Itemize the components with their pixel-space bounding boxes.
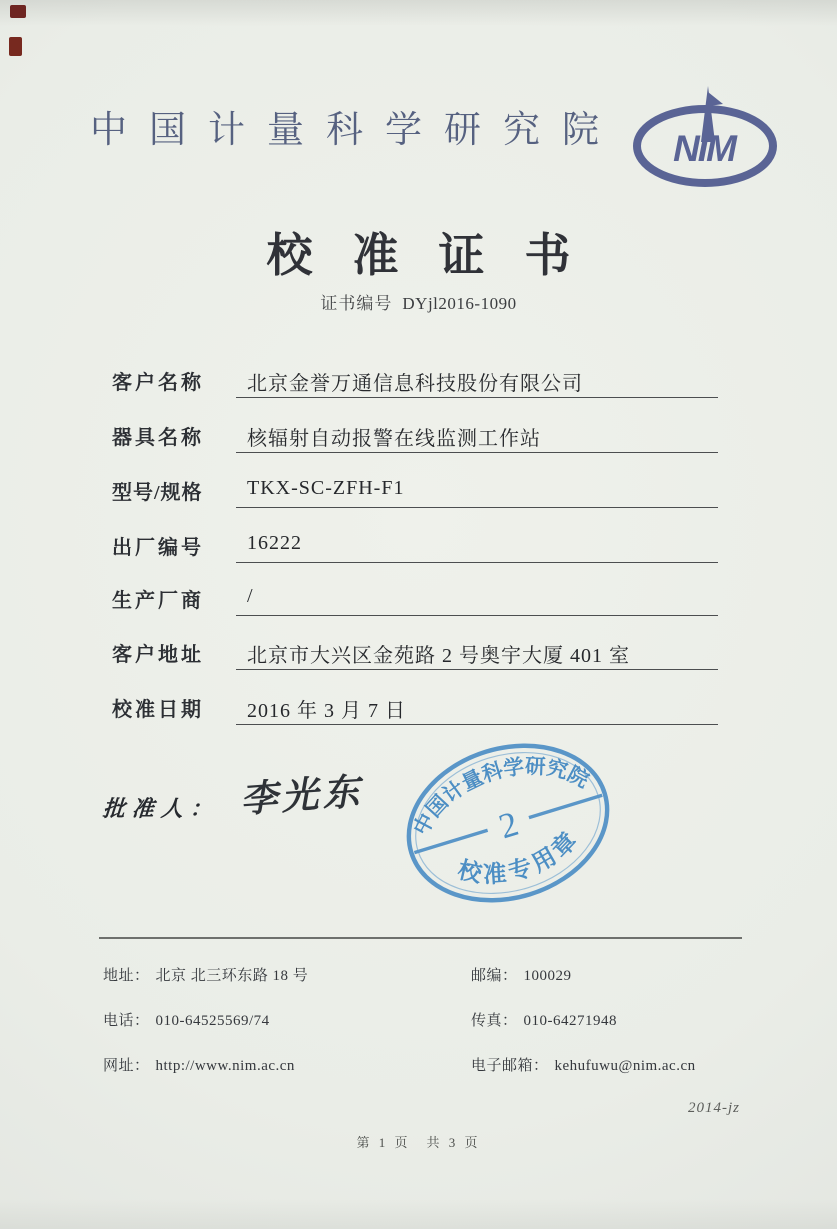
field-label: 校准日期 bbox=[112, 699, 204, 721]
footer-divider bbox=[99, 937, 742, 939]
field-underline bbox=[236, 669, 718, 670]
field-label: 客户地址 bbox=[112, 644, 204, 666]
staple-mark-bottom bbox=[9, 37, 22, 56]
footer-email-label: 电子邮箱： bbox=[471, 1058, 549, 1074]
field-row-model-spec bbox=[0, 476, 837, 510]
institute-name: 中国计量科学研究院 bbox=[90, 110, 621, 151]
field-row-serial-number bbox=[0, 531, 837, 565]
footer-address bbox=[103, 964, 308, 985]
field-underline bbox=[236, 507, 718, 508]
certificate-number-value: DYjl2016-1090 bbox=[402, 294, 517, 313]
field-underline bbox=[236, 452, 718, 453]
field-label: 型号/规格 bbox=[112, 482, 203, 504]
field-label: 客户名称 bbox=[112, 372, 204, 394]
stamp-bottom-text: 校准专用章 bbox=[455, 825, 586, 889]
footer-fax-value: 010-64271948 bbox=[523, 1013, 618, 1029]
field-value: / bbox=[247, 585, 254, 607]
field-underline bbox=[236, 615, 718, 616]
footer-website-value: http://www.nim.ac.cn bbox=[155, 1058, 295, 1074]
field-label: 器具名称 bbox=[112, 427, 204, 449]
certificate-number bbox=[0, 289, 837, 314]
field-value: 北京市大兴区金苑路 2 号奥宇大厦 401 室 bbox=[247, 645, 630, 667]
footer-website bbox=[103, 1054, 295, 1075]
field-label: 出厂编号 bbox=[112, 537, 204, 559]
field-underline bbox=[236, 562, 718, 563]
field-underline bbox=[236, 397, 718, 398]
nim-logo-letters: NIM bbox=[673, 128, 735, 169]
field-value: 2016 年 3 月 7 日 bbox=[247, 700, 406, 722]
stamp-number: 2 bbox=[494, 803, 523, 847]
field-value: 北京金誉万通信息科技股份有限公司 bbox=[247, 373, 583, 395]
footer-phone-value: 010-64525569/74 bbox=[155, 1013, 270, 1029]
footer-phone-label: 电话： bbox=[103, 1013, 150, 1029]
stamp-top-text: 中国计量科学研究院 bbox=[410, 755, 593, 839]
field-row-customer-name bbox=[0, 366, 837, 400]
calibration-stamp bbox=[380, 711, 636, 935]
field-underline bbox=[236, 724, 718, 725]
footer-address-label: 地址： bbox=[103, 968, 150, 984]
footer-postcode-value: 100029 bbox=[523, 968, 572, 984]
certificate-number-label: 证书编号 bbox=[320, 294, 393, 313]
field-value: 16222 bbox=[247, 532, 302, 554]
nim-logo-icon bbox=[632, 84, 782, 188]
form-code: 2014-jz bbox=[688, 1100, 740, 1116]
footer-address-value: 北京 北三环东路 18 号 bbox=[155, 968, 309, 984]
field-row-manufacturer bbox=[0, 584, 837, 618]
footer-postcode-label: 邮编： bbox=[471, 968, 518, 984]
approver-signature: 李光东 bbox=[239, 771, 365, 822]
field-value: TKX-SC-ZFH-F1 bbox=[247, 477, 405, 499]
footer-phone bbox=[103, 1009, 270, 1030]
field-value: 核辐射自动报警在线监测工作站 bbox=[247, 428, 541, 450]
footer-email-value: kehufuwu@nim.ac.cn bbox=[554, 1058, 696, 1074]
field-label: 生产厂商 bbox=[112, 590, 204, 612]
staple-mark-top bbox=[10, 5, 26, 18]
field-row-instrument-name bbox=[0, 421, 837, 455]
footer-fax-label: 传真： bbox=[471, 1013, 518, 1029]
approver-label: 批准人： bbox=[102, 796, 220, 821]
field-row-customer-address bbox=[0, 638, 837, 672]
field-row-calibration-date bbox=[0, 693, 837, 727]
page-number: 第 1 页 共 3 页 bbox=[356, 1135, 481, 1150]
footer-postcode bbox=[471, 964, 572, 985]
footer-email bbox=[471, 1054, 696, 1075]
footer-fax bbox=[471, 1009, 617, 1030]
document-title: 校准证书 bbox=[266, 230, 611, 281]
footer-website-label: 网址： bbox=[103, 1058, 150, 1074]
